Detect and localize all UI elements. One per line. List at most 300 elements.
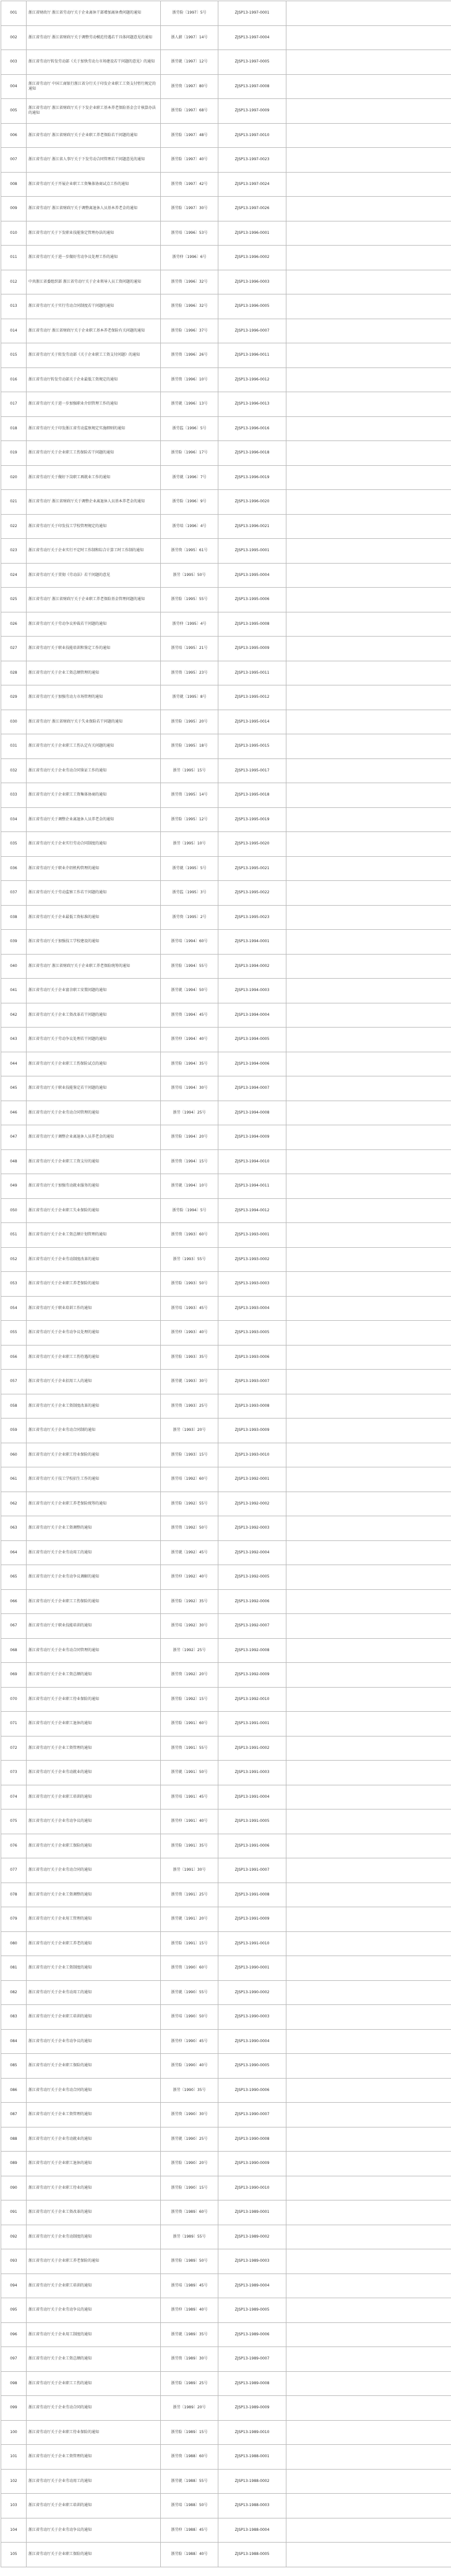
row-document-number: 浙劳培〔1993〕45号 <box>161 1296 218 1321</box>
row-title: 浙江省劳动厅 浙江省财政厅关于调整离退休人员基本养老金的通知 <box>27 197 161 221</box>
row-document-number: 浙劳险〔1995〕20号 <box>161 710 218 734</box>
row-empty-cell <box>286 856 451 881</box>
table-row <box>1 1638 451 1663</box>
row-document-number: 浙劳资〔1994〕45号 <box>161 1003 218 1028</box>
row-document-number: 浙劳培〔1994〕60号 <box>161 930 218 955</box>
row-title: 浙江省劳动厅转发劳动部《关于加快劳动力市场建设若干问题的意见》的通知 <box>27 50 161 75</box>
table-row <box>1 514 451 539</box>
row-code: ZJSP13-1994-0004 <box>218 1003 286 1028</box>
row-code: ZJSP13-1992-0001 <box>218 1467 286 1492</box>
row-empty-cell <box>286 1345 451 1370</box>
row-title: 浙江省劳动厅关于企业职工工伤保险若干问题的通知 <box>27 441 161 466</box>
row-document-number: 浙劳监〔1995〕3号 <box>161 881 218 906</box>
row-code: ZJSP13-1993-0010 <box>218 1443 286 1467</box>
row-document-number: 浙劳险〔1990〕15号 <box>161 2176 218 2200</box>
row-empty-cell <box>286 661 451 685</box>
row-document-number: 浙劳险〔1991〕15号 <box>161 1931 218 1956</box>
row-code: ZJSP13-1996-0011 <box>218 343 286 368</box>
row-document-number: 浙劳就〔1992〕45号 <box>161 1540 218 1565</box>
row-document-number: 浙劳险〔1995〕55号 <box>161 588 218 612</box>
row-number: 027 <box>1 637 27 661</box>
row-number: 080 <box>1 1931 27 1956</box>
row-title: 浙江省劳动厅关于职业技能鉴定若干问题的通知 <box>27 1076 161 1101</box>
row-title: 浙江省劳动厅关于企业劳动合同的通知 <box>27 2078 161 2103</box>
row-code: ZJSP13-1991-0003 <box>218 1761 286 1785</box>
row-code: ZJSP13-1996-0016 <box>218 416 286 441</box>
row-code: ZJSP13-1990-0006 <box>218 2078 286 2103</box>
row-document-number: 浙人薪〔1997〕14号 <box>161 25 218 50</box>
row-document-number: 浙劳资〔1990〕60号 <box>161 1956 218 1981</box>
row-empty-cell <box>286 2005 451 2030</box>
table-row <box>1 2200 451 2225</box>
row-document-number: 浙劳资〔1995〕61号 <box>161 539 218 564</box>
row-empty-cell <box>286 881 451 906</box>
row-number: 077 <box>1 1858 27 1883</box>
row-empty-cell <box>286 1565 451 1590</box>
row-title: 浙江省劳动厅 浙江省财政厅关于调整企业离退休人员基本养老金的通知 <box>27 490 161 515</box>
table-row <box>1 1492 451 1516</box>
row-title: 浙江省劳动厅关于企业劳动制度的通知 <box>27 2225 161 2249</box>
row-document-number: 浙劳就〔1995〕5号 <box>161 856 218 881</box>
row-empty-cell <box>286 2322 451 2347</box>
row-empty-cell <box>286 2420 451 2445</box>
table-row <box>1 172 451 197</box>
row-title: 浙江省劳动厅关于企业实行不定时工作制和综合计算工时工作制的通知 <box>27 539 161 564</box>
row-code: ZJSP13-1988-0002 <box>218 2469 286 2494</box>
row-number: 101 <box>1 2445 27 2470</box>
row-code: ZJSP13-1997-0005 <box>218 50 286 75</box>
table-row <box>1 979 451 1003</box>
table-row <box>1 1149 451 1174</box>
row-title: 浙江省劳动厅关于企业劳动用工的通知 <box>27 1980 161 2005</box>
row-empty-cell <box>286 1198 451 1223</box>
table-row <box>1 1443 451 1467</box>
table-row <box>1 734 451 759</box>
table-row <box>1 1125 451 1150</box>
row-number: 097 <box>1 2347 27 2372</box>
row-title: 浙江省劳动厅关于企业职工保险的通知 <box>27 1834 161 1858</box>
row-code: ZJSP13-1995-0012 <box>218 685 286 710</box>
row-number: 069 <box>1 1663 27 1688</box>
row-document-number: 浙劳险〔1996〕17号 <box>161 441 218 466</box>
row-empty-cell <box>286 2445 451 2470</box>
row-document-number: 浙劳资〔1995〕2号 <box>161 905 218 930</box>
row-code: ZJSP13-1993-0003 <box>218 1272 286 1297</box>
row-document-number: 浙劳险〔1994〕20号 <box>161 1125 218 1150</box>
row-number: 047 <box>1 1125 27 1150</box>
table-row <box>1 25 451 50</box>
row-code: ZJSP13-1992-0005 <box>218 1565 286 1590</box>
row-number: 061 <box>1 1467 27 1492</box>
row-title: 浙江省劳动厅关于企业工资改革的通知 <box>27 2200 161 2225</box>
row-number: 093 <box>1 2249 27 2274</box>
row-empty-cell <box>286 392 451 417</box>
row-document-number: 浙劳资〔1995〕23号 <box>161 661 218 685</box>
table-row <box>1 1785 451 1810</box>
row-empty-cell <box>286 2225 451 2249</box>
row-document-number: 浙劳仲〔1993〕40号 <box>161 1321 218 1346</box>
row-document-number: 浙劳仲〔1992〕40号 <box>161 1565 218 1590</box>
row-number: 086 <box>1 2078 27 2103</box>
table-row <box>1 270 451 294</box>
row-title: 浙江省劳动厅关于加强技工学校建设的通知 <box>27 930 161 955</box>
table-row <box>1 416 451 441</box>
row-empty-cell <box>286 294 451 319</box>
row-code: ZJSP13-1997-0010 <box>218 123 286 148</box>
table-row <box>1 1834 451 1858</box>
row-title: 浙江省劳动厅关于企业职工养老保险统筹的通知 <box>27 1492 161 1516</box>
row-title: 浙江省劳动厅 浙江省财政厅关于下发企业职工基本养老保险基金会计核算办法的通知 <box>27 99 161 124</box>
row-title: 浙江省劳动厅关于印发浙江省劳动监察规定实施细则的通知 <box>27 416 161 441</box>
row-number: 054 <box>1 1296 27 1321</box>
table-row <box>1 2103 451 2127</box>
row-number: 031 <box>1 734 27 759</box>
table-row <box>1 1883 451 1907</box>
row-title: 浙江省劳动厅关于企业职工保险的通知 <box>27 2543 161 2567</box>
table-row <box>1 807 451 832</box>
row-title: 浙江省劳动厅关于企业职工工伤保险的通知 <box>27 1589 161 1614</box>
row-number: 050 <box>1 1198 27 1223</box>
table-row <box>1 1956 451 1981</box>
row-title: 浙江省劳动厅关于企业用工制度的通知 <box>27 2322 161 2347</box>
row-document-number: 浙劳险〔1990〕40号 <box>161 2054 218 2079</box>
row-title: 浙江省劳动厅关于做好下岗职工再就业工作的通知 <box>27 465 161 490</box>
row-title: 浙江省劳动厅关于企业职工工伤认定有关问题的通知 <box>27 734 161 759</box>
row-title: 浙江省劳动厅关于企业职工养老的通知 <box>27 1931 161 1956</box>
row-document-number: 浙劳险〔1989〕15号 <box>161 2420 218 2445</box>
row-title: 浙江省劳动厅关于企业工资管理的通知 <box>27 2445 161 2470</box>
row-empty-cell <box>286 172 451 197</box>
row-title: 浙江省劳动厅关于企业劳动争议的通知 <box>27 1810 161 1834</box>
table-row <box>1 1907 451 1932</box>
row-code: ZJSP13-1995-0006 <box>218 588 286 612</box>
table-row <box>1 710 451 734</box>
row-empty-cell <box>286 1125 451 1150</box>
row-number: 096 <box>1 2322 27 2347</box>
row-number: 016 <box>1 367 27 392</box>
row-empty-cell <box>286 1321 451 1346</box>
row-code: ZJSP13-1995-0015 <box>218 734 286 759</box>
table-row <box>1 1028 451 1052</box>
row-empty-cell <box>286 2249 451 2274</box>
row-empty-cell <box>286 1712 451 1737</box>
row-title: 浙江省劳动厅关于企业工资总额的通知 <box>27 1663 161 1688</box>
row-empty-cell <box>286 2078 451 2103</box>
row-code: ZJSP13-1994-0012 <box>218 1198 286 1223</box>
row-code: ZJSP13-1997-0023 <box>218 148 286 173</box>
row-code: ZJSP13-1990-0001 <box>218 1956 286 1981</box>
row-title: 浙江省劳动厅关于进一步加强职业介绍管理工作的通知 <box>27 392 161 417</box>
row-code: ZJSP13-1994-0008 <box>218 1101 286 1125</box>
row-code: ZJSP13-1996-0019 <box>218 465 286 490</box>
row-code: ZJSP13-1996-0020 <box>218 490 286 515</box>
row-code: ZJSP13-1994-0003 <box>218 979 286 1003</box>
row-number: 099 <box>1 2396 27 2421</box>
row-document-number: 浙劳就〔1989〕35号 <box>161 2322 218 2347</box>
row-code: ZJSP13-1993-0002 <box>218 1247 286 1272</box>
table-row <box>1 856 451 881</box>
row-title: 浙江省劳动厅关于企业劳动用工的通知 <box>27 1540 161 1565</box>
row-title: 浙江省劳动厅 浙江省财政厅关于调整劳动模范待遇若干具体问题意见的通知 <box>27 25 161 50</box>
table-row <box>1 1052 451 1076</box>
row-empty-cell <box>286 99 451 124</box>
row-code: ZJSP13-1994-0001 <box>218 930 286 955</box>
row-title: 浙江省劳动厅关于加强劳动就业服务的通知 <box>27 1174 161 1199</box>
row-empty-cell <box>286 1810 451 1834</box>
row-empty-cell <box>286 2396 451 2421</box>
row-document-number: 浙劳险〔1996〕9号 <box>161 490 218 515</box>
row-document-number: 浙劳险〔1991〕35号 <box>161 1834 218 1858</box>
row-empty-cell <box>286 1883 451 1907</box>
row-title: 浙江省劳动厅关于企业工资调整的通知 <box>27 1883 161 1907</box>
row-empty-cell <box>286 221 451 246</box>
table-row <box>1 392 451 417</box>
row-empty-cell <box>286 1516 451 1541</box>
row-code: ZJSP13-1990-0010 <box>218 2176 286 2200</box>
row-number: 030 <box>1 710 27 734</box>
row-empty-cell <box>286 50 451 75</box>
row-empty-cell <box>286 465 451 490</box>
row-title: 浙江省劳动厅关于企业劳动争议处理的通知 <box>27 1321 161 1346</box>
table-row <box>1 367 451 392</box>
row-title: 浙江省劳动厅关于开展企业职工工资集体协商试点工作的通知 <box>27 172 161 197</box>
row-number: 057 <box>1 1370 27 1394</box>
table-row <box>1 1419 451 1443</box>
row-document-number: 浙劳就〔1988〕55号 <box>161 2469 218 2494</box>
row-empty-cell <box>286 1419 451 1443</box>
row-number: 010 <box>1 221 27 246</box>
row-document-number: 浙劳〔1991〕30号 <box>161 1858 218 1883</box>
row-code: ZJSP13-1989-0010 <box>218 2420 286 2445</box>
row-title: 浙江省劳动厅关于调整企业离退休人员养老金的通知 <box>27 807 161 832</box>
row-empty-cell <box>286 270 451 294</box>
row-empty-cell <box>286 1663 451 1688</box>
row-code: ZJSP13-1989-0008 <box>218 2371 286 2396</box>
row-empty-cell <box>286 2469 451 2494</box>
row-title: 浙江省劳动厅关于企业工资制度的通知 <box>27 1956 161 1981</box>
row-code: ZJSP13-1991-0008 <box>218 1883 286 1907</box>
table-row <box>1 2225 451 2249</box>
row-number: 034 <box>1 807 27 832</box>
row-code: ZJSP13-1993-0006 <box>218 1345 286 1370</box>
row-number: 037 <box>1 881 27 906</box>
row-title: 浙江省劳动厅关于职业介绍机构管理的通知 <box>27 856 161 881</box>
row-document-number: 浙劳资〔1996〕10号 <box>161 367 218 392</box>
row-code: ZJSP13-1993-0008 <box>218 1394 286 1419</box>
row-empty-cell <box>286 319 451 343</box>
row-empty-cell <box>286 2029 451 2054</box>
table-row <box>1 1565 451 1590</box>
row-empty-cell <box>286 1003 451 1028</box>
row-title: 浙江省劳动厅关于企业最低工资标准的通知 <box>27 905 161 930</box>
row-document-number: 浙劳〔1995〕15号 <box>161 758 218 783</box>
row-document-number: 浙劳〔1990〕35号 <box>161 2078 218 2103</box>
table-row <box>1 1516 451 1541</box>
row-code: ZJSP13-1996-0003 <box>218 270 286 294</box>
row-document-number: 浙劳险〔1997〕40号 <box>161 148 218 173</box>
row-number: 048 <box>1 1149 27 1174</box>
row-document-number: 浙劳仲〔1990〕45号 <box>161 2029 218 2054</box>
row-empty-cell <box>286 563 451 588</box>
row-title: 浙江省劳动厅关于企业职工培训的通知 <box>27 1785 161 1810</box>
row-number: 051 <box>1 1223 27 1248</box>
table-row <box>1 1003 451 1028</box>
row-code: ZJSP13-1989-0005 <box>218 2298 286 2323</box>
row-number: 044 <box>1 1052 27 1076</box>
row-empty-cell <box>286 1858 451 1883</box>
row-empty-cell <box>286 832 451 857</box>
row-number: 085 <box>1 2054 27 2079</box>
row-number: 092 <box>1 2225 27 2249</box>
row-empty-cell <box>286 1638 451 1663</box>
row-title: 浙江省劳动厅关于企业劳动制度改革的通知 <box>27 1247 161 1272</box>
row-document-number: 浙劳就〔1997〕12号 <box>161 50 218 75</box>
table-row <box>1 441 451 466</box>
row-empty-cell <box>286 758 451 783</box>
row-document-number: 浙劳险〔1993〕15号 <box>161 1443 218 1467</box>
row-document-number: 浙劳仲〔1991〕40号 <box>161 1810 218 1834</box>
row-code: ZJSP13-1997-0026 <box>218 197 286 221</box>
row-empty-cell <box>286 1736 451 1761</box>
table-row <box>1 2127 451 2152</box>
row-document-number: 浙劳险〔1991〕60号 <box>161 1712 218 1737</box>
row-title: 浙江省劳动厅关于企业劳动合同管理的通知 <box>27 1101 161 1125</box>
row-empty-cell <box>286 1052 451 1076</box>
row-title: 浙江省劳动厅关于劳动监察工作若干问题的通知 <box>27 881 161 906</box>
row-document-number: 浙劳险〔1989〕25号 <box>161 2371 218 2396</box>
row-document-number: 浙劳资〔1994〕15号 <box>161 1149 218 1174</box>
row-empty-cell <box>286 1467 451 1492</box>
row-empty-cell <box>286 1296 451 1321</box>
row-number: 035 <box>1 832 27 857</box>
row-title: 浙江省劳动厅关于企业职工工伤保险试点的通知 <box>27 1052 161 1076</box>
row-title: 浙江省劳动厅关于企业职工工伤待遇的通知 <box>27 1345 161 1370</box>
row-title: 浙江省劳动厅关于印发技工学校管理规定的通知 <box>27 514 161 539</box>
row-title: 浙江省劳动厅关于职业技能培训的通知 <box>27 1614 161 1639</box>
row-code: ZJSP13-1992-0006 <box>218 1589 286 1614</box>
row-empty-cell <box>286 123 451 148</box>
row-number: 055 <box>1 1321 27 1346</box>
row-number: 105 <box>1 2543 27 2567</box>
row-title: 浙江省劳动厅关于企业职工工伤的通知 <box>27 2371 161 2396</box>
row-number: 066 <box>1 1589 27 1614</box>
row-code: ZJSP13-1993-0009 <box>218 1419 286 1443</box>
row-empty-cell <box>286 1687 451 1712</box>
row-title: 浙江省劳动厅关于企业工资调整的通知 <box>27 1516 161 1541</box>
row-title: 浙江省劳动厅关于职业技能培训和鉴定工作的通知 <box>27 637 161 661</box>
row-number: 056 <box>1 1345 27 1370</box>
row-empty-cell <box>286 2273 451 2298</box>
row-number: 003 <box>1 50 27 75</box>
row-number: 083 <box>1 2005 27 2030</box>
row-code: ZJSP13-1989-0004 <box>218 2273 286 2298</box>
table-row <box>1 1858 451 1883</box>
row-title: 浙江省劳动厅关于劳动争议处理若干问题的通知 <box>27 1028 161 1052</box>
row-title: 浙江省劳动厅关于企业职工培训的通知 <box>27 2494 161 2518</box>
table-row <box>1 2298 451 2323</box>
table-row <box>1 612 451 637</box>
table-row <box>1 246 451 270</box>
row-code: ZJSP13-1988-0003 <box>218 2494 286 2518</box>
table-row <box>1 465 451 490</box>
row-document-number: 浙劳培〔1996〕4号 <box>161 514 218 539</box>
row-number: 074 <box>1 1785 27 1810</box>
row-title: 浙江省劳动厅关于进一步做好劳动争议处理工作的通知 <box>27 246 161 270</box>
row-empty-cell <box>286 2371 451 2396</box>
row-number: 001 <box>1 1 27 26</box>
row-document-number: 浙劳险〔1997〕30号 <box>161 197 218 221</box>
row-number: 006 <box>1 123 27 148</box>
row-title: 浙江省劳动厅关于企业劳动争议的通知 <box>27 2298 161 2323</box>
row-code: ZJSP13-1995-0017 <box>218 758 286 783</box>
row-empty-cell <box>286 2176 451 2200</box>
row-empty-cell <box>286 416 451 441</box>
row-code: ZJSP13-1990-0007 <box>218 2103 286 2127</box>
row-document-number: 浙劳资〔1991〕25号 <box>161 1883 218 1907</box>
row-empty-cell <box>286 367 451 392</box>
table-row <box>1 1174 451 1199</box>
row-code: ZJSP13-1994-0006 <box>218 1052 286 1076</box>
row-code: ZJSP13-1990-0008 <box>218 2127 286 2152</box>
row-empty-cell <box>286 1247 451 1272</box>
row-code: ZJSP13-1991-0001 <box>218 1712 286 1737</box>
table-row <box>1 2494 451 2518</box>
row-number: 065 <box>1 1565 27 1590</box>
row-code: ZJSP13-1989-0009 <box>218 2396 286 2421</box>
table-row <box>1 539 451 564</box>
row-number: 087 <box>1 2103 27 2127</box>
table-row <box>1 783 451 808</box>
row-number: 017 <box>1 392 27 417</box>
row-document-number: 浙劳险〔1996〕32号 <box>161 294 218 319</box>
row-title: 浙江省劳动厅关于企业工资制度改革的通知 <box>27 1394 161 1419</box>
row-title: 浙江省劳动厅 浙江省财政厅关于企业职工基本养老保险有关问题的通知 <box>27 319 161 343</box>
row-number: 060 <box>1 1443 27 1467</box>
row-code: ZJSP13-1995-0014 <box>218 710 286 734</box>
row-empty-cell <box>286 2298 451 2323</box>
row-document-number: 浙劳险〔1994〕5号 <box>161 1198 218 1223</box>
row-number: 079 <box>1 1907 27 1932</box>
table-row <box>1 1810 451 1834</box>
table-row <box>1 197 451 221</box>
row-number: 062 <box>1 1492 27 1516</box>
table-row <box>1 2420 451 2445</box>
row-number: 002 <box>1 25 27 50</box>
row-number: 004 <box>1 74 27 99</box>
row-empty-cell <box>286 930 451 955</box>
row-document-number: 浙劳〔1989〕20号 <box>161 2396 218 2421</box>
row-document-number: 浙劳资〔1992〕50号 <box>161 1516 218 1541</box>
row-empty-cell <box>286 539 451 564</box>
row-number: 022 <box>1 514 27 539</box>
row-number: 007 <box>1 148 27 173</box>
row-title: 浙江省劳动厅关于企业劳动合同鉴证工作的通知 <box>27 758 161 783</box>
row-code: ZJSP13-1992-0002 <box>218 1492 286 1516</box>
row-document-number: 浙劳就〔1995〕8号 <box>161 685 218 710</box>
row-number: 052 <box>1 1247 27 1272</box>
row-empty-cell <box>286 2152 451 2176</box>
row-empty-cell <box>286 1931 451 1956</box>
row-document-number: 浙劳培〔1988〕50号 <box>161 2494 218 2518</box>
row-number: 019 <box>1 441 27 466</box>
table-row <box>1 1712 451 1737</box>
row-number: 100 <box>1 2420 27 2445</box>
row-number: 095 <box>1 2298 27 2323</box>
row-code: ZJSP13-1996-0005 <box>218 294 286 319</box>
row-document-number: 浙劳仲〔1995〕4号 <box>161 612 218 637</box>
row-number: 005 <box>1 99 27 124</box>
row-document-number: 浙劳〔1993〕20号 <box>161 1419 218 1443</box>
